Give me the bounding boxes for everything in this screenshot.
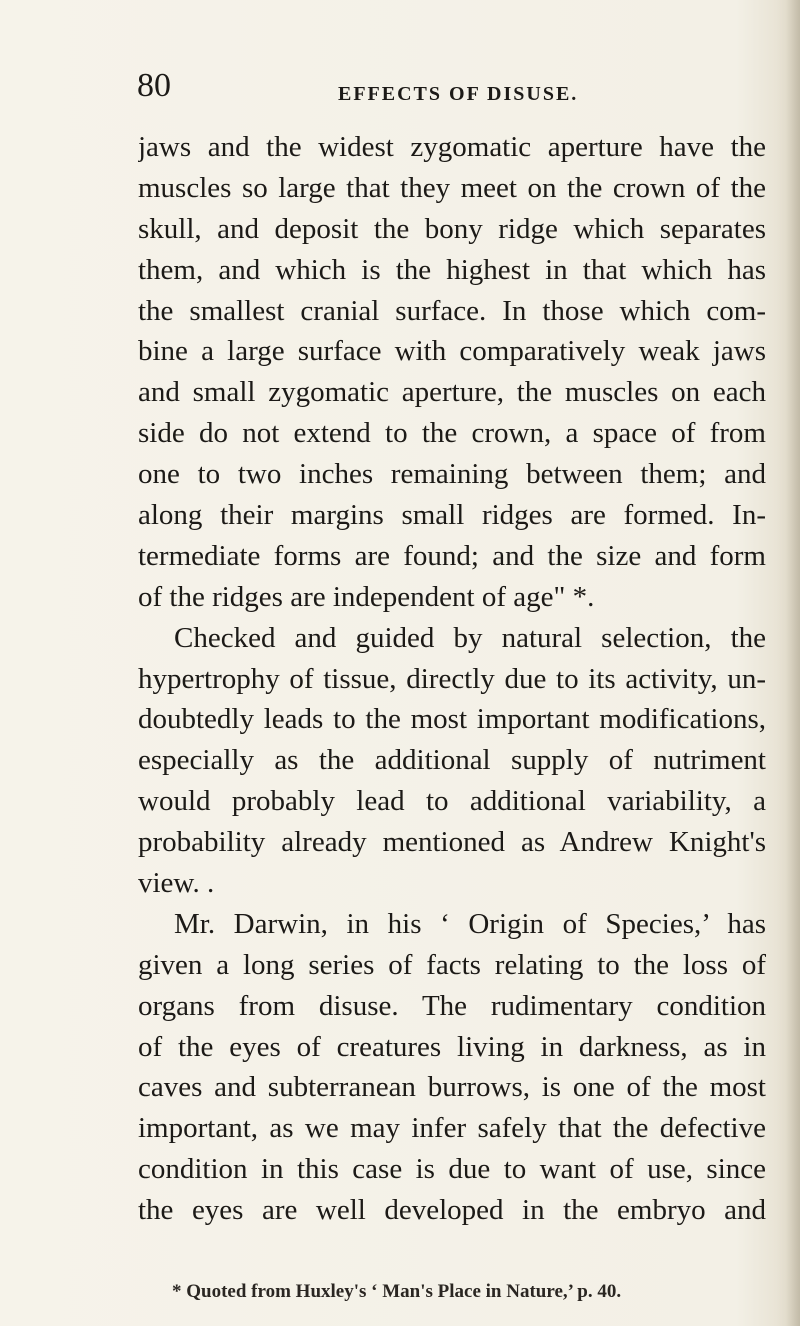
text-line: termediate forms are found; and the size and form [138,539,766,572]
text-line: caves and subterranean burrows, is one of the most [138,1071,766,1104]
text-line: organs from disuse. The rudimentary condition [138,989,766,1022]
text-line: the smallest cranial surface. In those which com- [138,294,766,327]
text-line: would probably lead to additional variability, a [138,785,766,818]
text-line: condition in this case is due to want of use, since [138,1153,766,1186]
text-line: one to two inches remaining between them; and [138,458,766,491]
text-line: of the ridges are independent of age" *. [138,580,595,613]
footnote: * Quoted from Huxley's ‘ Man's Place in Nature,’ p. 40. [172,1281,622,1302]
text-line: Checked and guided by natural selection, the [174,621,766,654]
text-line: view. . [138,867,215,900]
text-line: muscles so large that they meet on the crown of the [138,171,766,204]
text-line: and small zygomatic aperture, the muscles on each [138,376,766,409]
text-line: skull, and deposit the bony ridge which separates [138,212,766,245]
text-line: Mr. Darwin, in his ‘ Origin of Species,’ has [174,907,766,940]
text-line: important, as we may infer safely that the defective [138,1112,766,1145]
text-line: of the eyes of creatures living in darkness, as in [138,1030,766,1063]
text-line: hypertrophy of tissue, directly due to its activity, un- [138,662,766,695]
text-line: doubtedly leads to the most important modifications, [138,703,766,736]
text-line: jaws and the widest zygomatic aperture have the [138,131,766,163]
text-line: given a long series of facts relating to the loss of [138,948,766,981]
text-line: them, and which is the highest in that which has [138,253,766,286]
text-line: along their margins small ridges are formed. In- [138,499,766,532]
body-text [138,127,766,1231]
running-title: EFFECTS OF DISUSE. [338,83,579,105]
text-line: especially as the additional supply of nutriment [138,744,766,777]
text-line: the eyes are well developed in the embryo and [138,1194,766,1227]
page-number: 80 [137,67,171,104]
text-line: bine a large surface with comparatively weak jaws [138,335,766,368]
text-line: probability already mentioned as Andrew Knight's [138,826,766,859]
text-line: side do not extend to the crown, a space of from [138,417,766,450]
page-edge-shadow [786,0,800,1326]
